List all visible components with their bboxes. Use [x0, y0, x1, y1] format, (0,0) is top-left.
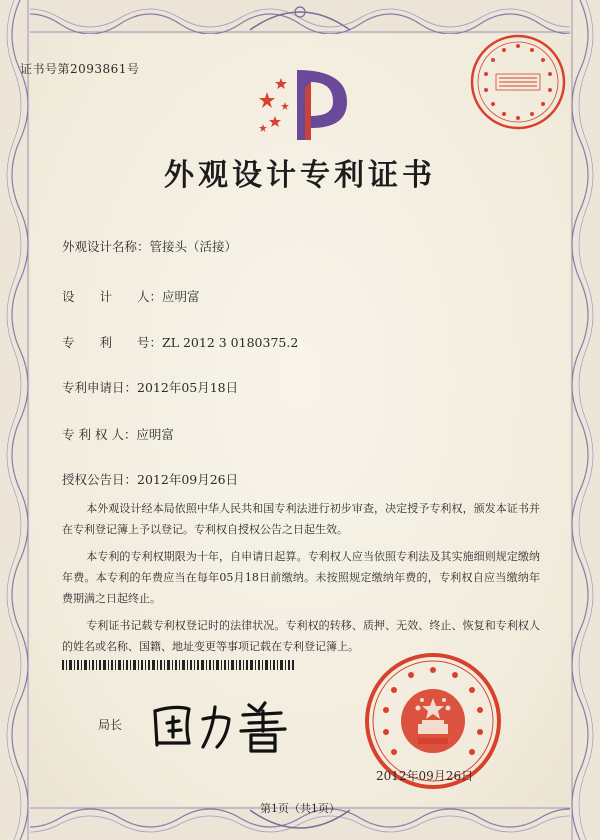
- paragraph-record: 专利证书记载专利权登记时的法律状况。专利权的转移、质押、无效、终止、恢复和专利权人的姓名或名称、国籍、地址变更等事项记载在专利登记簿上。: [62, 619, 540, 653]
- design-name-value: 管接头（活接）: [149, 239, 238, 254]
- issue-date: 2012年09月26日: [376, 769, 474, 783]
- application-date-row: [62, 378, 238, 396]
- ornamental-border-right: [570, 0, 600, 840]
- design-name-row: [62, 237, 237, 255]
- certificate-title: 外观设计专利证书: [164, 158, 436, 193]
- patent-number-row: [62, 333, 298, 351]
- ornamental-border-top: [0, 0, 600, 34]
- director-label: 局长: [98, 718, 123, 732]
- barcode-icon: [62, 660, 294, 670]
- certificate-body: [62, 498, 540, 663]
- designer-value: 应明富: [162, 289, 200, 304]
- design-name-label: 外观设计名称：: [62, 239, 150, 254]
- announcement-date-row: [62, 470, 238, 488]
- application-date-label: 专利申请日：: [62, 380, 138, 395]
- patentee-row: [62, 425, 174, 443]
- patentee-value: 应明富: [136, 427, 174, 442]
- patentee-label: 专 利 权 人：: [62, 427, 137, 442]
- small-red-seal-icon: [466, 30, 570, 134]
- announcement-date-value: 2012年09月26日: [137, 472, 239, 487]
- cnipa-logo-icon: [255, 62, 355, 144]
- certificate-number: 证书号第2093861号: [20, 62, 140, 76]
- announcement-date-label: 授权公告日：: [62, 472, 138, 487]
- patent-number-value: ZL 2012 3 0180375.2: [162, 335, 299, 350]
- application-date-value: 2012年05月18日: [137, 380, 239, 395]
- director-signature-icon: [145, 693, 305, 753]
- designer-row: [62, 287, 200, 305]
- page-number: 第1页（共1页）: [260, 802, 340, 815]
- designer-label: 设 计 人：: [62, 289, 163, 304]
- paragraph-term: 本专利的专利权期限为十年，自申请日起算。专利权人应当依照专利法及其实施细则规定缴纳年费。本专利的年费应当在每年05月18日前缴纳。未按照规定缴纳年费的，专利权自应当缴纳年费期满之日起终止。: [62, 550, 540, 605]
- ornamental-border-left: [0, 0, 30, 840]
- patent-number-label: 专 利 号：: [62, 335, 163, 350]
- paragraph-grant: 本外观设计经本局依照中华人民共和国专利法进行初步审查，决定授予专利权，颁发本证书并在专利登记簿上予以登记。专利权自授权公告之日起生效。: [62, 502, 540, 536]
